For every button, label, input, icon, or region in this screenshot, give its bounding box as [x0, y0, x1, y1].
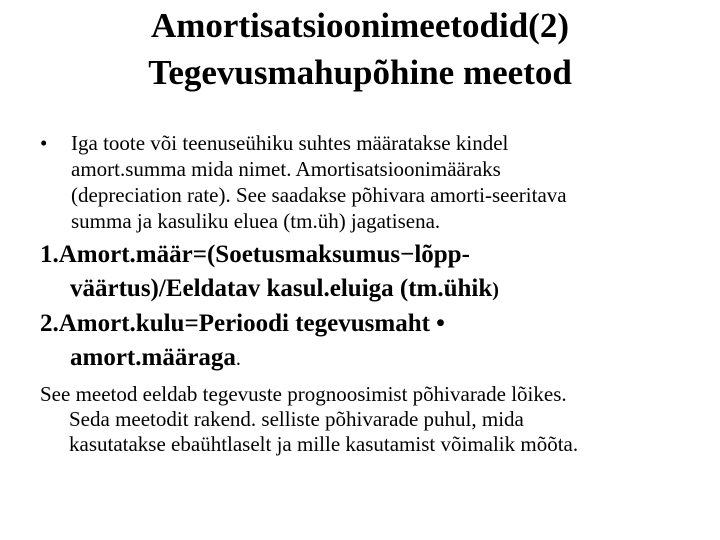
para-line-3: kasutatakse ebaühtlaselt ja mille kasutamist võimalik mõõta. [69, 432, 579, 456]
formula-2-line-2 [40, 341, 720, 376]
formula-2-line-2-end: . [235, 348, 241, 370]
method-description [40, 382, 720, 457]
title-line-1: Amortisatsioonimeetodid(2) [150, 6, 569, 45]
bullet-marker: • [40, 131, 48, 155]
para-line-2: Seda meetodit rakend. selliste põhivarade puhul, mida [69, 407, 524, 431]
formula-1-line-2 [40, 272, 720, 307]
bullet-item [40, 130, 700, 234]
formula-2-line-2-text: amort.määraga [70, 344, 236, 371]
bullet-line-1: Iga toote või teenuseühiku suhtes määratakse kindel [71, 131, 509, 155]
formula-2-line-1: 2.Amort.kulu=Perioodi tegevusmaht • [40, 310, 445, 337]
title-line-2: Tegevusmahupõhine meetod [148, 53, 572, 92]
bullet-line-3: (depreciation rate). See saadakse põhivara amorti-seeritava [71, 183, 567, 207]
formula-list [40, 238, 720, 376]
para-line-1: See meetod eeldab tegevuste prognoosimist põhivarade lõikes. [40, 382, 567, 406]
formula-1-line-2-end: ) [492, 279, 499, 301]
formula-1-line-2-text: väärtus)/Eeldatav kasul.eluiga (tm.ühik [70, 275, 493, 302]
bullet-text [71, 130, 700, 234]
slide-title [0, 2, 720, 96]
bullet-line-4: summa ja kasuliku eluea (tm.üh) jagatisena. [71, 209, 441, 233]
formula-1-line-1: 1.Amort.määr=(Soetusmaksumus−lõpp- [40, 241, 470, 268]
bullet-line-2: amort.summa mida nimet. Amortisatsioonimääraks [71, 157, 501, 181]
